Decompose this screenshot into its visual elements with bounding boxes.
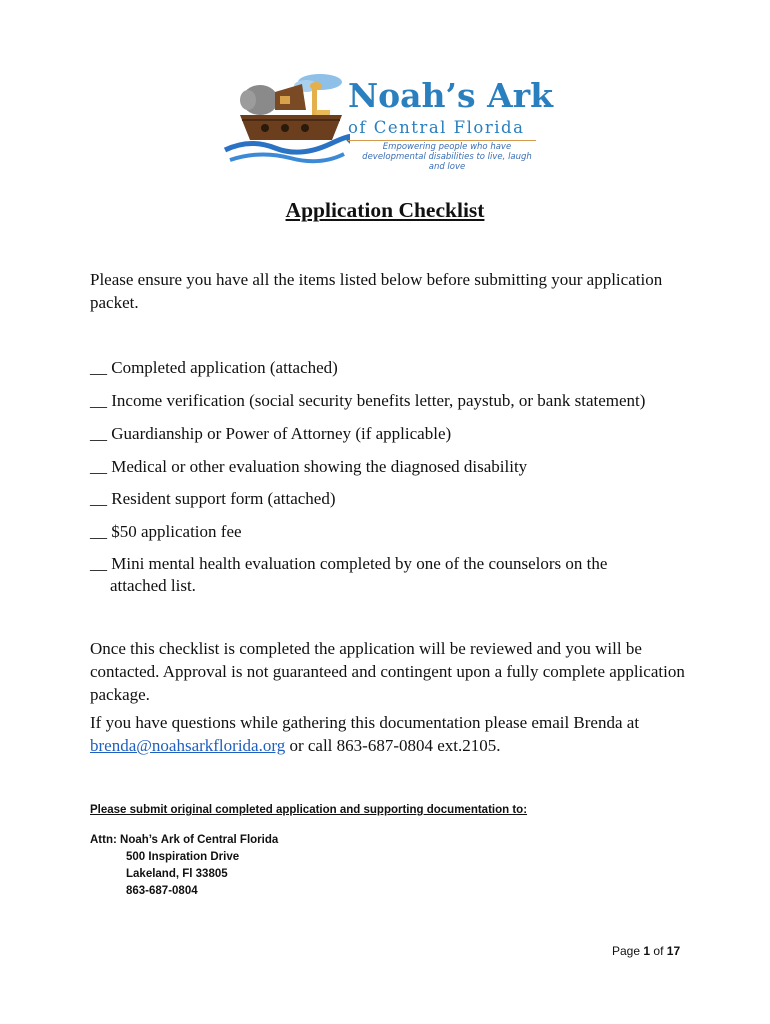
address-city: Lakeland, Fl 33805: [126, 868, 228, 880]
page-total: 17: [666, 944, 681, 958]
address-phone: 863-687-0804: [126, 885, 198, 897]
checklist-item-line: attached list.: [110, 576, 196, 595]
page-number: [612, 944, 680, 958]
review-note: Once this checklist is completed the application will be reviewed and you will be contacted. Approval is not guaranteed and contingent upon a fully complete application package.: [90, 639, 685, 704]
page-label: Page: [612, 944, 641, 958]
checklist-item: __ Resident support form (attached): [90, 489, 336, 508]
ark-illustration-icon: [220, 70, 350, 170]
logo-divider: [348, 140, 536, 141]
checklist-item: __ Guardianship or Power of Attorney (if applicable): [90, 424, 452, 443]
address-street: 500 Inspiration Drive: [126, 851, 240, 863]
intro-paragraph: Please ensure you have all the items listed below before submitting your application packet.: [90, 270, 663, 312]
page-current: 1: [643, 944, 651, 958]
checklist-item-line: __ Mini mental health evaluation completed by one of the counselors on the: [90, 554, 608, 573]
checklist-item: __ Income verification (social security benefits letter, paystub, or bank statement): [90, 391, 646, 410]
contact-prefix: If you have questions while gathering this documentation please email Brenda at: [90, 713, 640, 732]
page-of: of: [653, 944, 664, 958]
mailing-address: [90, 832, 278, 900]
contact-paragraph: [90, 711, 690, 757]
organization-logo: [220, 70, 553, 172]
checklist-item: __ $50 application fee: [90, 522, 242, 541]
logo-tagline: Empowering people who have developmental disabilities to live, laugh and love: [362, 142, 532, 172]
contact-suffix: or call 863-687-0804 ext.2105.: [285, 736, 501, 755]
checklist-item: __ Medical or other evaluation showing the diagnosed disability: [90, 457, 528, 476]
checklist-item-mental-evaluation: [90, 553, 650, 597]
page-title: Application Checklist: [285, 198, 485, 222]
submit-heading: Please submit original completed application and supporting documentation to:: [90, 804, 528, 816]
logo-title: Noah’s Ark: [348, 76, 553, 115]
logo-subtitle: of Central Florida: [348, 118, 525, 137]
email-link[interactable]: brenda@noahsarkflorida.org: [90, 736, 286, 755]
checklist-item: __ Completed application (attached): [90, 358, 338, 377]
address-attn: Attn: Noah’s Ark of Central Florida: [90, 834, 279, 846]
